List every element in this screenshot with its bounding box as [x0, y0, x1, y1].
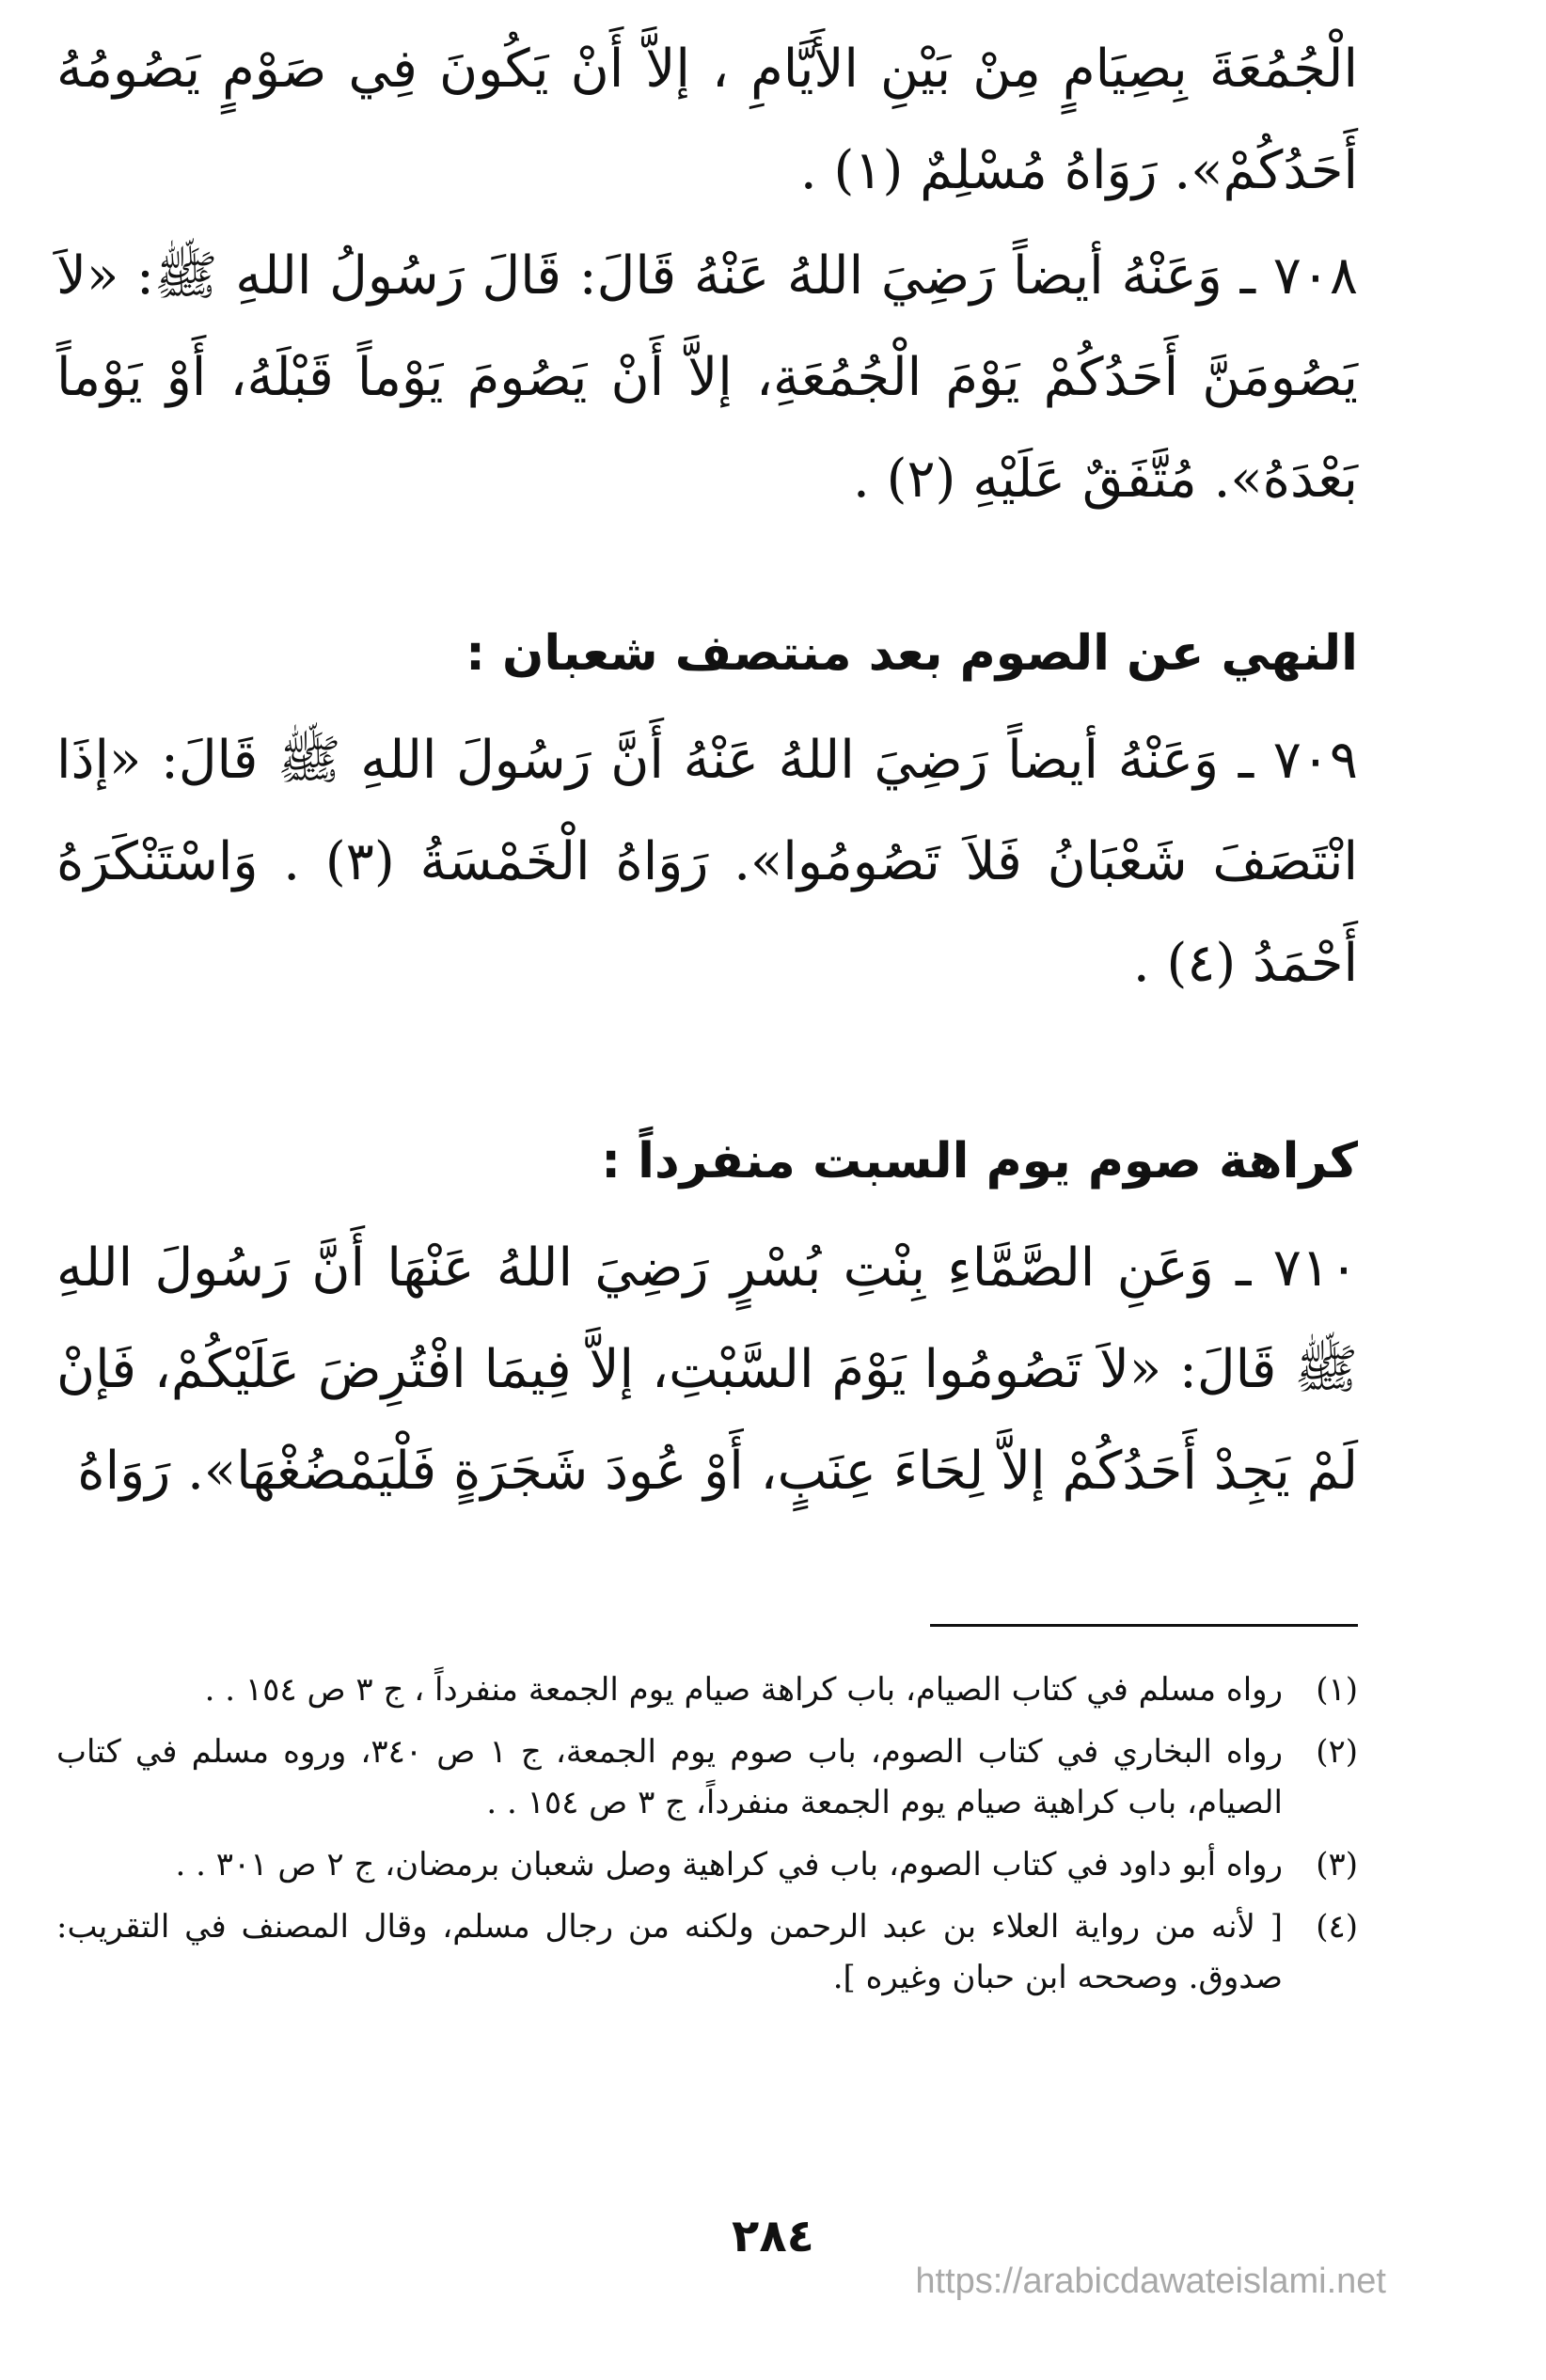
- footnote-text: رواه أبو داود في كتاب الصوم، باب في كراهية وصل شعبان برمضان، ج ٢ ص ٣٠١ . .: [175, 1846, 1283, 1884]
- footnote-4: [56, 1901, 1358, 2003]
- footnote-text: رواه البخاري في كتاب الصوم، باب صوم يوم الجمعة، ج ١ ص ٣٤٠، وروه مسلم في كتاب الصيام، باب كراهية صيام يوم الجمعة منفرداً، ج ٣ ص ١٥٤ . .: [56, 1733, 1283, 1821]
- hadith-709: ٧٠٩ ـ وَعَنْهُ أيضاً رَضِيَ اللهُ عَنْهُ أَنَّ رَسُولَ اللهِ ﷺ قَالَ: «إذَا انْتَصَفَ شَعْبَانُ فَلاَ تَصُومُوا». رَوَاهُ الْخَمْسَةُ (٣) . وَاسْتَنْكَرَهُ أَحْمَدُ (٤) .: [56, 730, 1359, 994]
- footnote-1: [56, 1664, 1358, 1715]
- section-heading-shaban: النهي عن الصوم بعد منتصف شعبان :: [465, 625, 1358, 682]
- footnote-divider: [930, 1624, 1358, 1627]
- paragraph-continuation: الْجُمُعَةَ بِصِيَامٍ مِنْ بَيْنِ الأَيَّامِ ، إلاَّ أَنْ يَكُونَ فِي صَوْمٍ يَصُومُهُ أَحَدُكُمْ». رَوَاهُ مُسْلِمٌ (١) .: [56, 39, 1358, 201]
- hadith-708: ٧٠٨ ـ وَعَنْهُ أيضاً رَضِيَ اللهُ عَنْهُ قَالَ: قَالَ رَسُولُ اللهِ ﷺ: «لاَ يَصُومَنَّ أَحَدُكُمْ يَوْمَ الْجُمُعَةِ، إلاَّ أَنْ يَصُومَ يَوْماً قَبْلَهُ، أَوْ يَوْماً بَعْدَهُ». مُتَّفَقٌ عَلَيْهِ (٢) .: [56, 245, 1358, 510]
- footnote-2: [56, 1726, 1358, 1828]
- footnote-text: رواه مسلم في كتاب الصيام، باب كراهة صيام يوم الجمعة منفرداً ، ج ٣ ص ١٥٤ . .: [204, 1671, 1283, 1709]
- watermark-url: https://arabicdawateislami.net: [915, 2262, 1386, 2301]
- footnotes: [56, 1664, 1358, 2014]
- footnote-text: [ لأنه من رواية العلاء بن عبد الرحمن ولكنه من رجال مسلم، وقال المصنف في التقريب: صدوق. وصححه ابن حبان وغيره ].: [56, 1908, 1283, 1996]
- footnote-number: (٣): [1316, 1846, 1358, 1884]
- section-heading-saturday: كراهة صوم يوم السبت منفرداً :: [601, 1133, 1358, 1190]
- footnote-number: (٢): [1316, 1733, 1358, 1771]
- hadith-710: ٧١٠ ـ وَعَنِ الصَّمَّاءِ بِنْتِ بُسْرٍ رَضِيَ اللهُ عَنْهَا أَنَّ رَسُولَ اللهِ ﷺ قَالَ: «لاَ تَصُومُوا يَوْمَ السَّبْتِ، إلاَّ فِيمَا افْتُرِضَ عَلَيْكُمْ، فَإنْ لَمْ يَجِدْ أَحَدُكُمْ إلاَّ لِحَاءَ عِنَبٍ، أَوْ عُودَ شَجَرَةٍ فَلْيَمْضُغْهَا». رَوَاهُ: [56, 1237, 1358, 1502]
- footnote-number: (٤): [1316, 1908, 1358, 1946]
- footnote-number: (١): [1316, 1671, 1358, 1709]
- footnote-3: [56, 1839, 1358, 1890]
- page-number: ٢٨٤: [732, 2210, 814, 2262]
